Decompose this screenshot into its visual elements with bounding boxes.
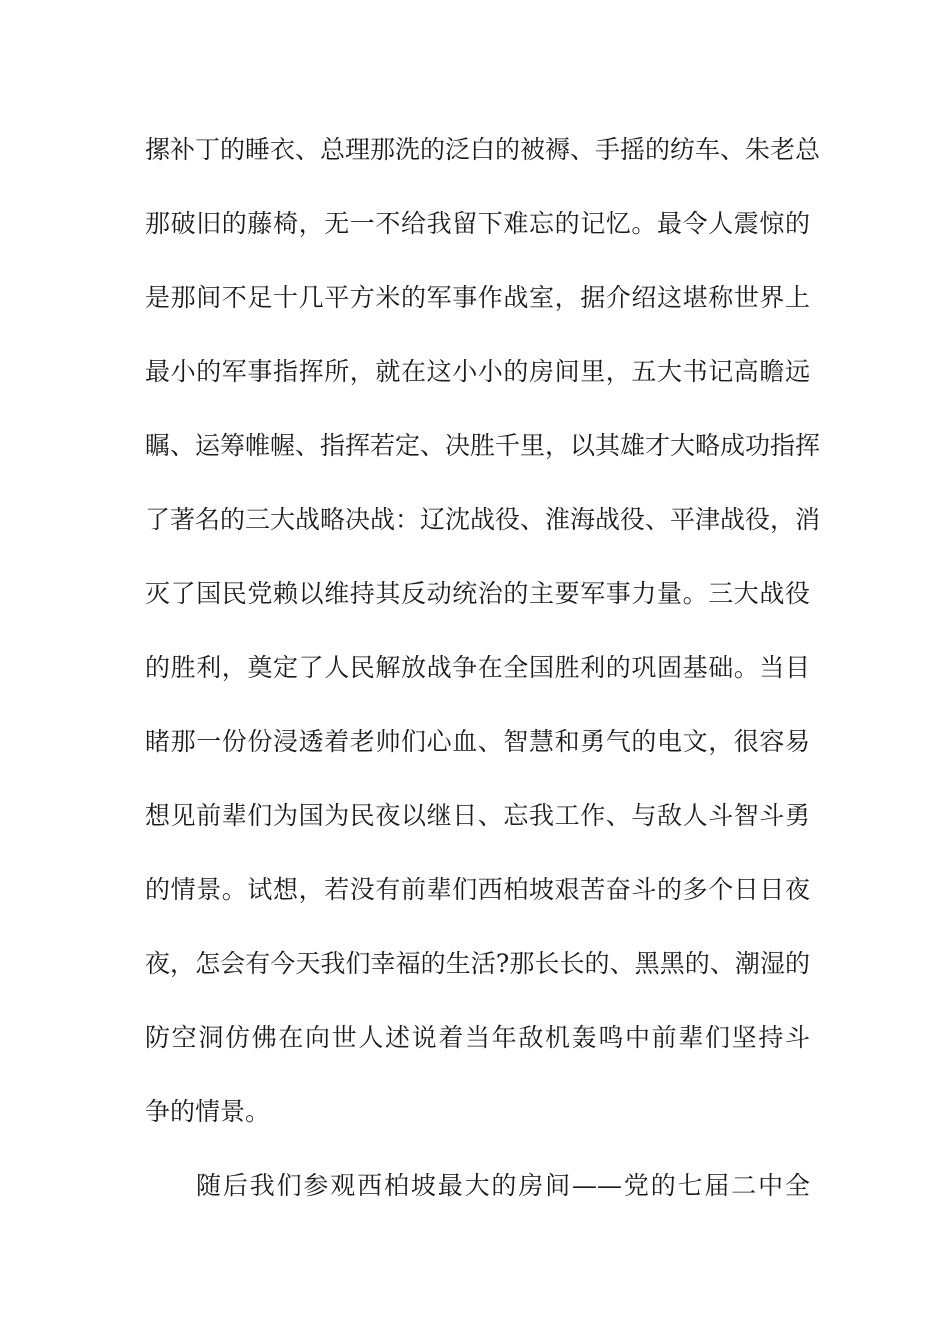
text-line-2: 那破旧的藤椅，无一不给我留下难忘的记忆。最令人震惊的: [145, 209, 810, 238]
text-line-3: 是那间不足十几平方米的军事作战室，据介绍这堪称世界上: [145, 283, 810, 312]
text-line-14: 争的情景。: [145, 1097, 271, 1126]
text-line-10: 想见前辈们为国为民夜以继日、忘我工作、与敌人斗智斗勇: [145, 801, 810, 830]
text-line-4: 最小的军事指挥所，就在这小小的房间里，五大书记高瞻远: [145, 357, 810, 386]
text-line-7: 灭了国民党赖以维持其反动统治的主要军事力量。三大战役: [145, 579, 810, 608]
text-line-6: 了著名的三大战略决战：辽沈战役、淮海战役、平津战役，消: [145, 505, 821, 534]
text-line-5: 瞩、运筹帷幄、指挥若定、决胜千里，以其雄才大略成功指挥: [145, 431, 821, 460]
text-line-12: 夜，怎会有今天我们幸福的生活?那长长的、黑黑的、潮湿的: [145, 949, 810, 978]
text-line-1: 摞补丁的睡衣、总理那洗的泛白的被褥、手摇的纺车、朱老总: [145, 135, 821, 164]
text-line-8: 的胜利，奠定了人民解放战争在全国胜利的巩固基础。当目: [145, 653, 810, 682]
text-line-13: 防空洞仿佛在向世人述说着当年敌机轰鸣中前辈们坚持斗: [145, 1023, 810, 1052]
text-line-9: 睹那一份份浸透着老帅们心血、智慧和勇气的电文，很容易: [145, 727, 810, 756]
paragraph-start-line: 随后我们参观西柏坡最大的房间——党的七届二中全: [196, 1171, 810, 1200]
text-line-11: 的情景。试想，若没有前辈们西柏坡艰苦奋斗的多个日日夜: [145, 875, 810, 904]
